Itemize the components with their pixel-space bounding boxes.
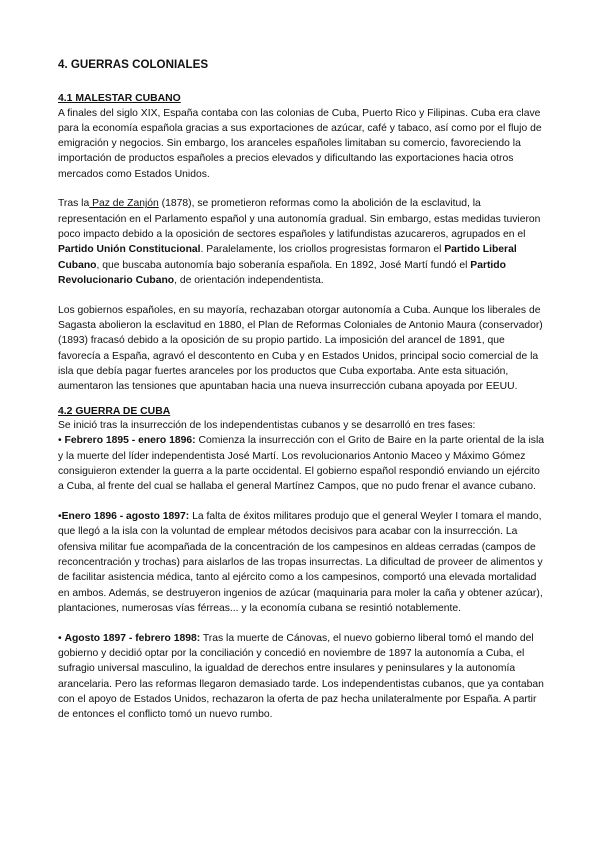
phase-3-item bbox=[58, 631, 548, 723]
paragraph-intro-fases: Se inició tras la insurrección de los independentistas cubanos y se desarrolló en tres fases: bbox=[58, 420, 476, 432]
paragraph-colonias: A finales del siglo XIX, España contaba con las colonias de Cuba, Puerto Rico y Filipinas. Cuba era clave para la economía española gracias a sus exportaciones de azúcar, café y tabaco, así como por el flujo de emigración y negocios. Sin embargo, los aranceles españoles limitaban su comercio, favoreciendo la importación de productos españoles a precios elevados y dificultando las exportaciones hacia otros mercados como Estados Unidos. bbox=[58, 107, 542, 180]
phase-3-dates: Agosto 1897 - febrero 1898: bbox=[64, 632, 201, 644]
partido-revolucionario-cubano: Partido Revolucionario Cubano bbox=[58, 259, 506, 286]
partido-union-constitucional: Partido Unión Constitucional bbox=[58, 244, 201, 256]
text-segment: , que buscaba autonomía bajo soberanía española. En 1892, José Martí fundó el bbox=[96, 259, 471, 271]
bullet: • bbox=[58, 632, 65, 644]
phase-3-text: Tras la muerte de Cánovas, el nuevo gobierno liberal tomó el mando del gobierno y decidió optar por la conciliación y concedió en noviembre de 1897 la autonomía a Cuba, el sufragio universal masculino, la igualdad de derechos entre insulares y peninsulares y la autonomía arancelaria. Pero las reformas llegaron demasiado tarde. Los independentistas cubanos, que ya contaban con el apoyo de Estados Unidos, rechazaron la oferta de paz hecha unilateralmente por España. A partir de entonces el conflicto tomó un nuevo rumbo. bbox=[58, 632, 544, 721]
partido-liberal-cubano: Partido Liberal Cubano bbox=[58, 244, 517, 271]
text-segment: (1878), se prometieron reformas como la abolición de la esclavitud, la representación en el Parlamento español y una autonomía gradual. Sin embargo, estas medidas tuvieron poco impacto debido a la oposición de sectores españoles y latifundistas azucareros, agrupados en el bbox=[58, 198, 541, 241]
document-body bbox=[58, 58, 548, 722]
phase-1-dates: Febrero 1895 - enero 1896: bbox=[64, 435, 196, 447]
section-title-guerra-de-cuba: 4.2 GUERRA DE CUBA bbox=[58, 405, 171, 417]
paragraph-paz-de-zanjon bbox=[58, 196, 548, 288]
section-title-malestar-cubano: 4.1 MALESTAR CUBANO bbox=[58, 93, 181, 104]
text-segment: . Paralelamente, los criollos progresistas formaron el bbox=[200, 244, 445, 256]
text-segment: Tras la bbox=[58, 198, 90, 210]
bullet: • bbox=[58, 511, 62, 523]
phase-1-item bbox=[58, 433, 548, 494]
phase-2-item bbox=[58, 509, 548, 616]
phase-2-dates: Enero 1896 - agosto 1897: bbox=[61, 511, 190, 523]
paragraph-gobiernos-espanoles: Los gobiernos españoles, en su mayoría, rechazaban otorgar autonomía a Cuba. Aunque los liberales de Sagasta abolieron la esclavitud en 1880, el Plan de Reformas Coloniales de Antonio Maura (conservador) (1893) fracasó debido a la oposición de su propio partido. La imposición del arancel de 1891, que favorecía a España, agravó el descontento en Cuba y en Estados Unidos, principal socio comercial de la isla que debía pagar fuertes aranceles por los productos que Cuba exportaba. Ante esta situación, aumentaron las tensiones que apuntaban hacia una nueva insurrección cubana apoyada por EEUU. bbox=[58, 304, 543, 393]
page-title: 4. GUERRAS COLONIALES bbox=[58, 58, 209, 71]
phase-2-text: La falta de éxitos militares produjo que el general Weyler I tomara el mando, que llegó a la isla con la voluntad de emplear métodos decisivos para acabar con la insurrección. La ofensiva militar fue acompañada de la concentración de los campesinos en aldeas cerradas (campos de reconcentración y trochas) para aislarlos de las tropas insurrectas. La dificultad de proveer de alimentos y de facilitar asistencia médica, tanto al ejército como a los campesinos, comportó una elevada mortalidad en ambos. Además, se destruyeron ingenios de azúcar (maquinaria para moler la caña y obtener azúcar), plantaciones, numerosas vías férreas... y la economía cubana se resintió notablemente. bbox=[58, 511, 543, 614]
phase-1-text: Comienza la insurrección con el Grito de Baire en la parte oriental de la isla y la muerte del líder independentista José Martí. Los revolucionarios Antonio Maceo y Máximo Gómez consiguieron extender la guerra a la parte occidental. El gobierno español respondió enviando un ejército a Cuba, al frente del cual se hallaba el general Martínez Campos, que no pudo frenar el avance cubano. bbox=[58, 435, 545, 493]
text-segment: , de orientación independentista. bbox=[174, 274, 324, 286]
paz-de-zanjon-link[interactable]: Paz de Zanjón bbox=[89, 198, 159, 210]
bullet: • bbox=[58, 435, 65, 447]
